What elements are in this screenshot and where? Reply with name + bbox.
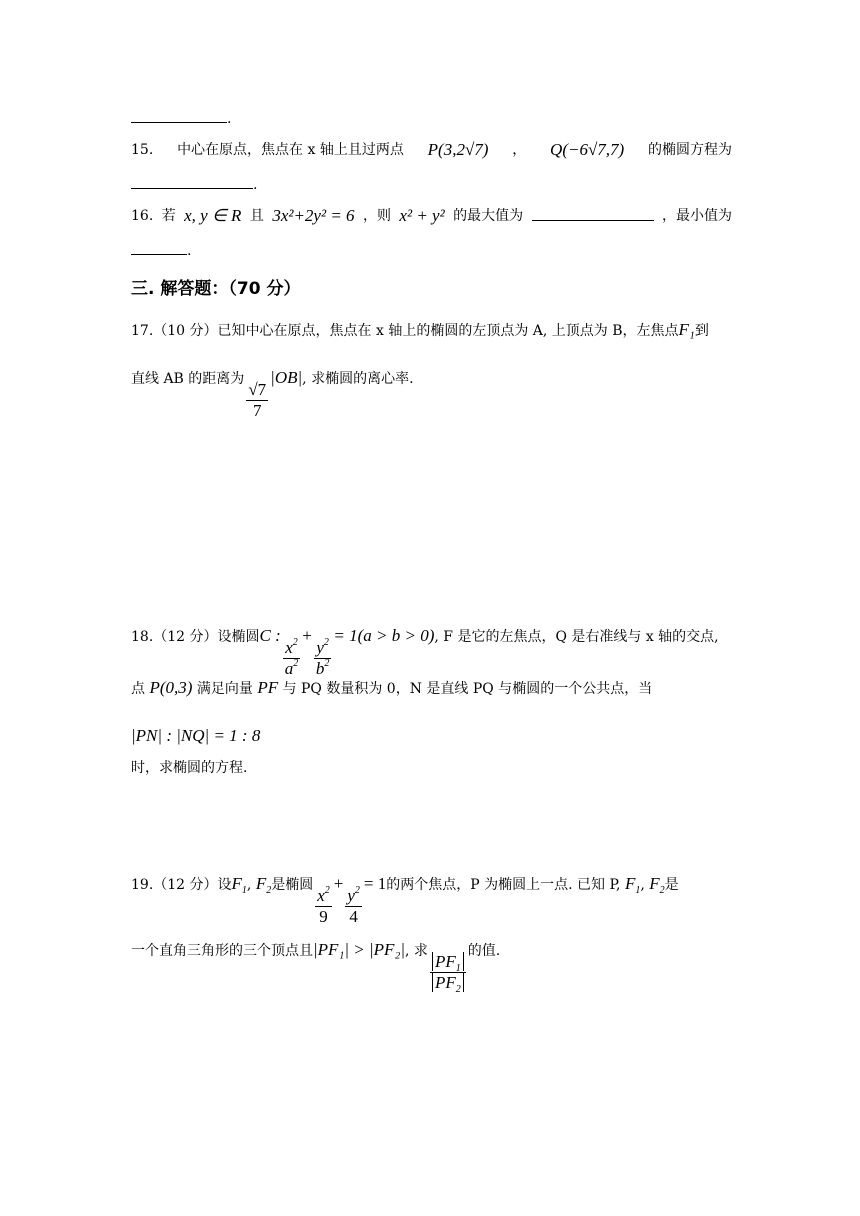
question-17: 17.（10 分）已知中心在原点，焦点在 x 轴上的椭圆的左顶点为 A, 上顶点为 B，左焦点F₁到 — [131, 320, 709, 339]
fraction-pf1-over-pf2: $\frac{PF_1}{PF_2}$ — [430, 952, 466, 993]
question-number: 18. — [131, 629, 154, 645]
max-answer-blank — [532, 206, 654, 221]
score: （12 分） — [153, 877, 218, 893]
q18-line-2: 点 P(0,3) 满足向量 PF 与 PQ 数量积为 0，N 是直线 PQ 与椭圆的一个公共点，当 — [131, 678, 653, 697]
equals-one: = 1 — [363, 874, 387, 893]
answer-blank — [131, 174, 253, 189]
fraction-y2-over-4: $\frac{y^2}{4}$ — [347, 885, 360, 926]
fraction-sqrt7-over-7: $\frac{√7}{7}$ — [248, 380, 267, 420]
q15-text: 中心在原点，焦点在 x 轴上且过两点 — [177, 142, 404, 158]
q19-line-2: 一个直角三角形的三个顶点且|PF₁| > |PF₂|, 求 $\frac{PF_1}{PF_2}$ 的值. — [131, 940, 501, 995]
q17-line-2: 直线 AB 的距离为 $\frac{√7}{7}$ |OB|, 求椭圆的离心率. — [131, 368, 414, 420]
question-18: 18.（12 分）设椭圆C : $\frac{x^2}{a^2}$ + $\frac{y^2}{b^2}$ = 1(a > b > 0), F 是它的左焦点，Q 是右准线与 x 轴的交点, — [131, 626, 719, 678]
fraction-x2-over-9: $\frac{x^2}{9}$ — [317, 885, 330, 926]
ratio-pn-nq: |PN| : |NQ| = 1 : 8 — [131, 726, 261, 745]
abs-ob: |OB| — [270, 368, 303, 387]
focus-f2: $F_2$ — [255, 874, 272, 896]
q18-ratio — [131, 726, 732, 747]
score: （10 分） — [153, 323, 218, 339]
question-number: 15. — [131, 142, 154, 158]
focus-f1: $F_1$ — [231, 874, 247, 896]
focus-f2: $F_2$ — [649, 874, 665, 896]
vector-pf: PF — [257, 678, 279, 697]
target-expression: x² + y² — [399, 206, 445, 225]
q15-text-2: 的椭圆方程为 — [648, 142, 732, 158]
section-heading: 三. 解答题：（70 分） — [131, 279, 301, 299]
q16-answer-line: . — [131, 240, 732, 261]
question-number: 17. — [131, 323, 154, 339]
min-answer-blank — [131, 240, 187, 255]
question-15: 15. 中心在原点，焦点在 x 轴上且过两点 P(3,2√7) ， Q(−6√7,7) 的椭圆方程为 — [131, 140, 732, 159]
inequality-pf1-pf2: |PF₁| > |PF₂| — [313, 940, 406, 959]
question-16: 16. 若 x, y ∈ R 且 3x²+2y² = 6 ，则 x² + y² 的最大值为 ，最小值为 — [131, 206, 732, 225]
question-19: 19.（12 分）设$F_1$, $F_2$是椭圆 $\frac{x^2}{9}$ + $\frac{y^2}{4}$ = 1的两个焦点，P 为椭圆上一点. 已知 P, $F_1$, $F_2$是 — [131, 874, 679, 926]
ellipse-condition: = 1(a > b > 0) — [333, 626, 435, 645]
focus-f1: $F_1$ — [624, 874, 641, 896]
q14-answer-line — [131, 108, 732, 129]
fraction-x2-over-a2: $\frac{x^2}{a^2}$ — [284, 637, 299, 678]
focus-f1: F₁ — [678, 320, 695, 339]
constraint-equation: 3x²+2y² = 6 — [272, 206, 355, 225]
period: . — [227, 111, 232, 127]
ellipse-c-label: C : — [259, 626, 281, 645]
question-number: 19. — [131, 877, 154, 893]
q18-line-4: 时，求椭圆的方程. — [131, 760, 248, 776]
variables: x, y ∈ R — [184, 206, 242, 225]
point-p: P(3,2√7) — [427, 140, 489, 159]
point-q: Q(−6√7,7) — [550, 140, 625, 159]
fraction-y2-over-b2: $\frac{y^2}{b^2}$ — [315, 637, 330, 678]
score: （12 分） — [153, 629, 218, 645]
point-p: P(0,3) — [149, 678, 193, 697]
question-number: 16. — [131, 208, 154, 224]
answer-blank — [131, 108, 227, 123]
q15-answer-line: . — [131, 174, 732, 195]
